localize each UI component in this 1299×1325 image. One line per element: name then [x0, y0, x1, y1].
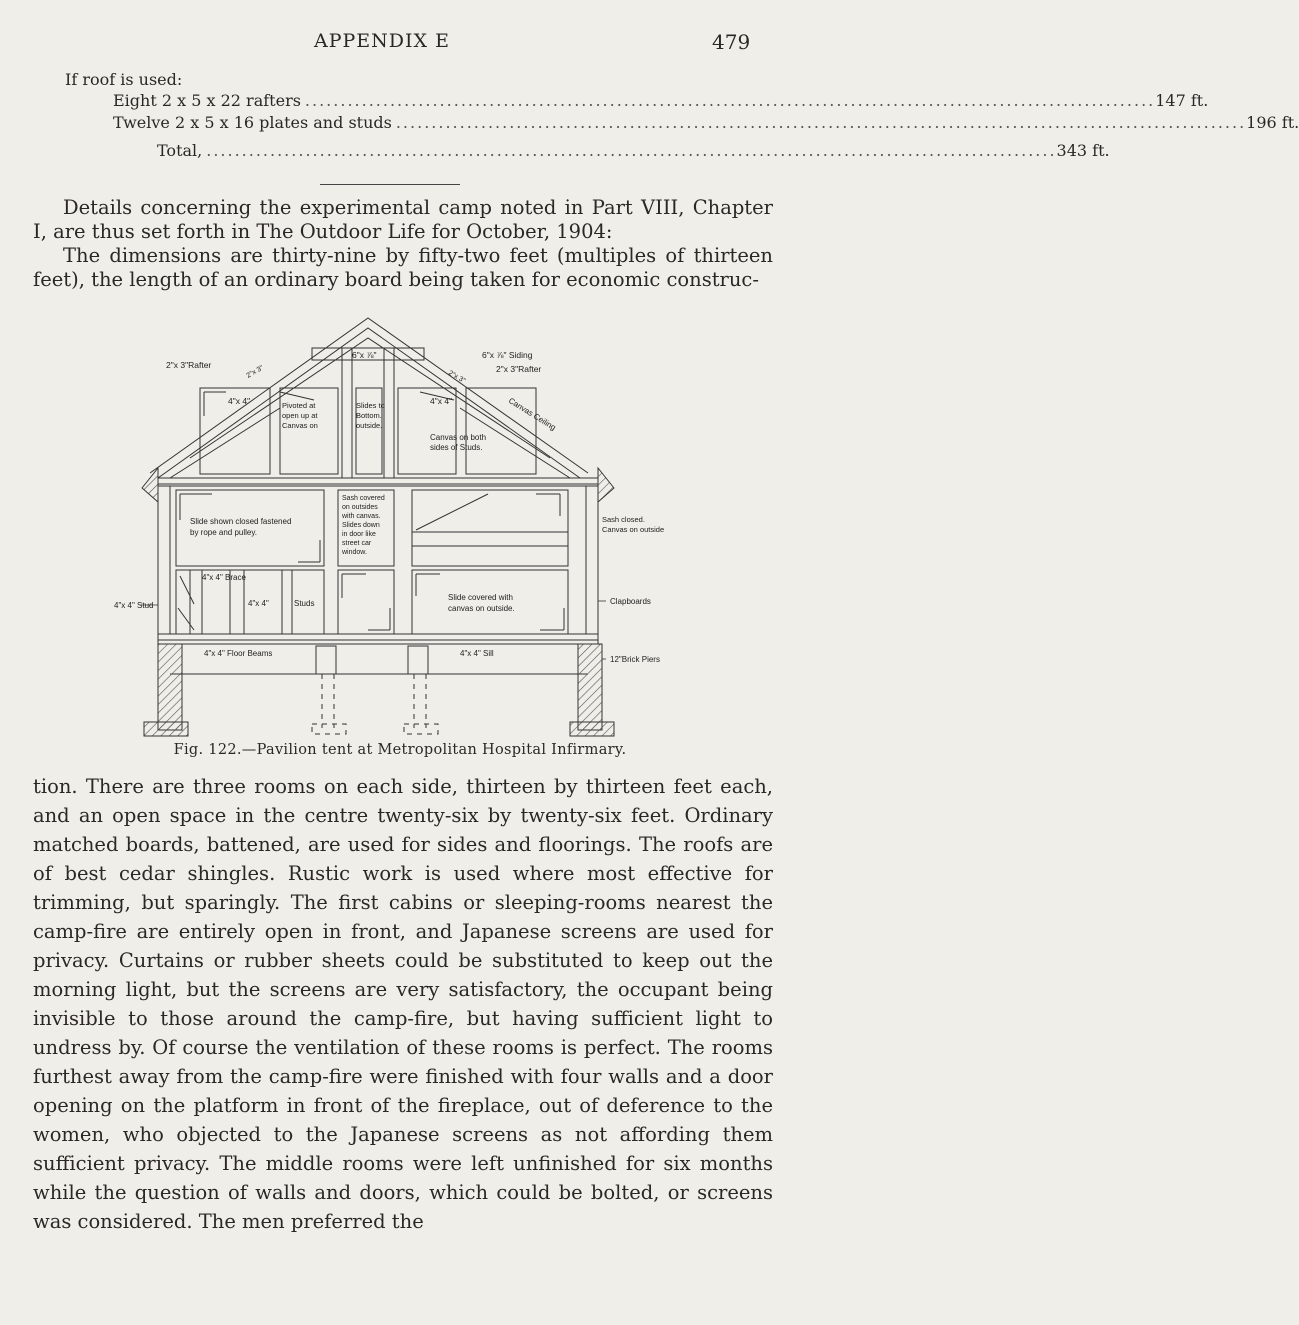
label-sash-4: Slides down — [342, 522, 380, 529]
pavilion-section-drawing — [114, 308, 710, 738]
dot-leader — [301, 90, 1155, 112]
totals-intro: If roof is used: — [65, 70, 183, 89]
label-sash-1: Sash covered — [342, 495, 385, 502]
page-header — [0, 14, 800, 54]
lumber-totals — [65, 70, 1299, 162]
label-sash-6: street car — [342, 540, 372, 547]
pavilion-diagram — [114, 308, 710, 738]
body-paragraph — [33, 772, 773, 1236]
right-foundation — [578, 644, 602, 730]
label-pivoted-2: open up at — [282, 411, 318, 420]
label-slides-3: outside. — [356, 421, 383, 430]
left-foundation — [158, 644, 182, 730]
label-sash-2: on outsides — [342, 504, 378, 511]
label-post-right: 4"x 4" — [430, 396, 453, 406]
label-pivoted-1: Pivoted at — [282, 401, 316, 410]
dot-leader — [392, 112, 1246, 134]
totals-row-label: Total, — [157, 141, 203, 160]
paragraph-intro: Details concerning the experimental camp noted in Part VIII, Chapter I, are thus set forth in The Outdoor Life for October, 1904: — [33, 196, 773, 243]
totals-row-amount: 343 ft. — [1056, 141, 1110, 160]
totals-row — [65, 112, 1299, 134]
label-pivoted-3: Canvas on — [282, 421, 318, 430]
label-siding: 6"x ⅞" Siding — [482, 350, 533, 360]
label-slide-closed-2: by rope and pulley. — [190, 528, 258, 537]
running-title: APPENDIX E — [314, 30, 450, 52]
label-slides-2: Bottom. — [356, 411, 382, 420]
label-canvas-both-1: Canvas on both — [430, 433, 487, 442]
totals-row-label: Eight 2 x 5 x 22 rafters — [113, 91, 301, 110]
label-studs: Studs — [294, 599, 315, 608]
figure-caption: Fig. 122.—Pavilion tent at Metropolitan Hospital Infirmary. — [173, 742, 627, 758]
label-slides-1: Slides to — [356, 401, 385, 410]
totals-row — [65, 90, 1209, 112]
label-piers: 12"Brick Piers — [610, 655, 660, 664]
label-sash-5: in door like — [342, 531, 376, 538]
intro-paragraphs — [33, 196, 773, 292]
label-slide-covered-1: Slide covered with — [448, 593, 513, 602]
paragraph-quote-start: The dimensions are thirty-nine by fifty-two feet (multiples of thirteen feet), the length of an ordinary board being taken for economic construc- — [33, 244, 773, 291]
totals-row-amount: 147 ft. — [1155, 91, 1209, 110]
label-slide-covered-2: canvas on outside. — [448, 604, 515, 613]
totals-row-total — [65, 140, 1110, 162]
label-sash-7: window. — [342, 549, 367, 556]
label-ridge: 6"x ⅞" — [352, 350, 377, 360]
label-sash-closed-1: Sash closed. — [602, 515, 645, 524]
paragraph-main: tion. There are three rooms on each side, thirteen by thirteen feet each, and an open space in the centre twenty-six by twenty-six feet. Ordinary matched boards, battened, are used for sides and floorings. The roofs are of best cedar shingles. Rustic work is used where most effective for trimming, but sparingly. The first cabins or sleeping-rooms nearest the camp-fire are entirely open in front, and Japanese screens are used for privacy. Curtains or rubber sheets could be substituted to keep out the morning light, but the screens are very satisfactory, the occupant being invisible to those around the camp-fire, but having sufficient light to undress by. Of course the ventilation of these rooms is perfect. The rooms furthest away from the camp-fire were finished with four walls and a door opening on the platform in front of the fireplace, out of deference to the women, who objected to the Japanese screens as not affording them sufficient privacy. The middle rooms were left unfinished for six months while the question of walls and doors, which could be bolted, or screens was considered. The men preferred the — [33, 775, 773, 1233]
label-stud-left: 4"x 4" Stud — [114, 601, 154, 610]
label-rafter-right-2: 2"x 3" — [447, 369, 467, 385]
totals-row-amount: 196 ft. — [1246, 113, 1299, 132]
label-sill: 4"x 4" Sill — [460, 649, 494, 658]
roof-outline — [150, 318, 588, 473]
totals-row-label: Twelve 2 x 5 x 16 plates and studs — [113, 113, 392, 132]
page-number: 479 — [712, 30, 751, 54]
label-sash-3: with canvas. — [342, 513, 381, 520]
label-sash-closed-2: Canvas on outside — [602, 525, 665, 534]
label-slide-closed-1: Slide shown closed fastened — [190, 517, 292, 526]
dot-leader — [202, 140, 1056, 162]
label-post-left: 4"x 4" — [228, 396, 251, 406]
label-canvas-both-2: sides of Studs. — [430, 443, 483, 452]
label-rafter-left-2: 2"x 3" — [245, 364, 265, 380]
label-canvas-ceiling: Canvas Ceiling — [506, 396, 558, 433]
label-rafter-left: 2"x 3"Rafter — [166, 360, 212, 370]
label-brace: 4"x 4" Brace — [202, 573, 246, 582]
label-floor-beams: 4"x 4" Floor Beams — [204, 649, 273, 658]
label-clapboards: Clapboards — [610, 597, 651, 606]
label-studs-dim: 4"x 4" — [248, 599, 269, 608]
label-rafter-right: 2"x 3"Rafter — [496, 364, 542, 374]
section-divider — [320, 184, 460, 185]
